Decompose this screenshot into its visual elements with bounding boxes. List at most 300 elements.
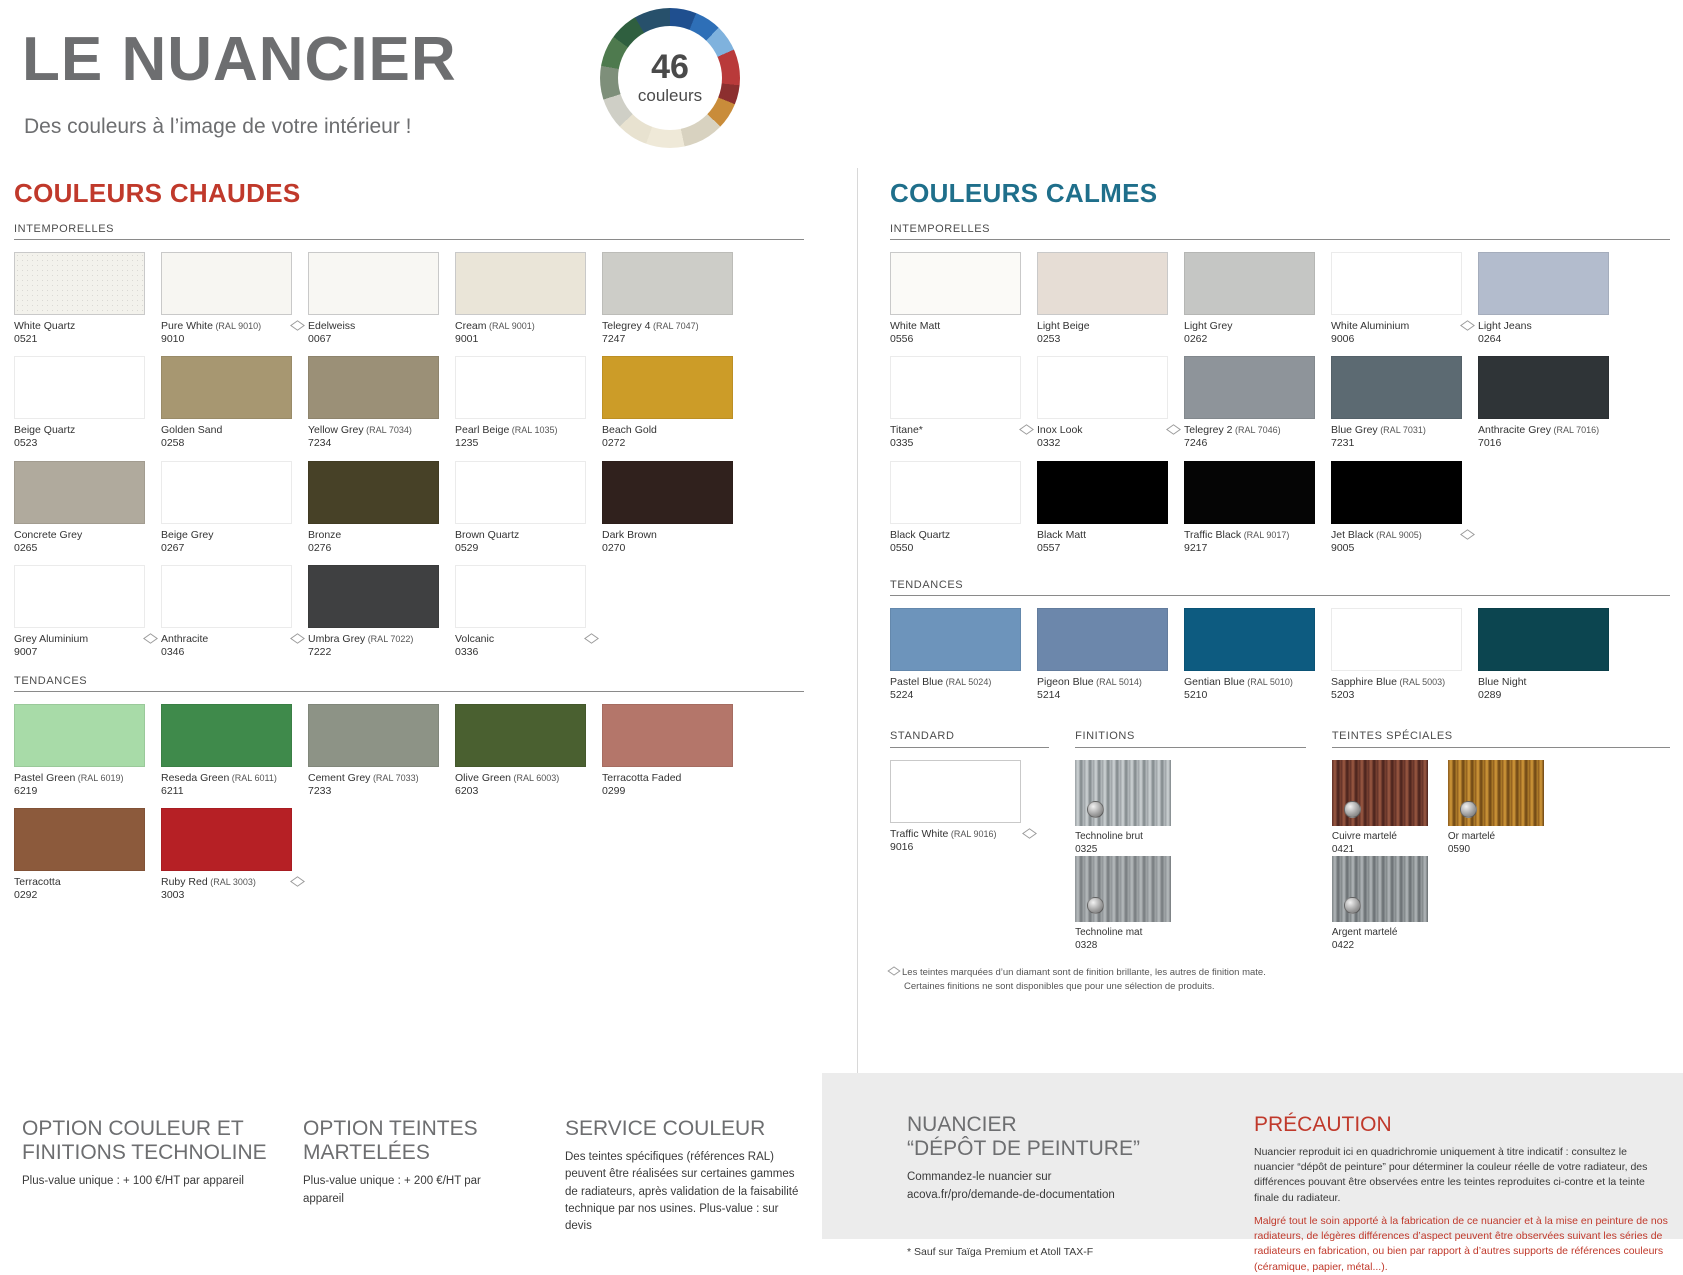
color-swatch xyxy=(602,252,749,346)
color-name xyxy=(1478,320,1625,333)
color-name-text: Yellow Grey xyxy=(308,424,364,437)
color-ral-reference: (RAL 6019) xyxy=(75,773,124,783)
color-name xyxy=(455,772,602,785)
finish-code: 0328 xyxy=(1075,939,1098,951)
calm-timeless-rule xyxy=(890,239,1670,240)
color-code: 9016 xyxy=(890,841,914,854)
color-chip xyxy=(1331,608,1462,671)
color-chip xyxy=(14,356,145,419)
color-chip xyxy=(890,461,1021,524)
color-code: 7247 xyxy=(602,333,626,346)
precaution-text-red: Malgré tout le soin apporté à la fabrication de ce nuancier et à la mise en peinture de nos radiateurs, de légères différences d’aspect peuvent être observées suivant les séries de radiateurs en fabrication, ou bien par rapport à d’autres supports de références couleurs (céramique, papier, métal...). xyxy=(1254,1214,1668,1273)
color-code: 0289 xyxy=(1478,688,1502,701)
color-swatch xyxy=(890,608,1037,702)
option-couleur-text: Plus-value unique : + 100 €/HT par appareil xyxy=(22,1175,244,1188)
gloss-diamond-icon xyxy=(1019,425,1034,435)
color-swatch xyxy=(455,252,602,346)
color-wheel-center xyxy=(618,26,722,130)
color-name-text: Pigeon Blue xyxy=(1037,675,1094,688)
badge-label: couleurs xyxy=(637,86,703,105)
color-name-text: Ruby Red xyxy=(161,876,208,889)
color-chip xyxy=(602,356,733,419)
color-chip xyxy=(1478,608,1609,671)
color-name-text: Pure White xyxy=(161,320,213,332)
color-swatch xyxy=(890,760,1040,854)
teintes-head: TEINTES SPÉCIALES xyxy=(1331,730,1453,742)
color-name xyxy=(602,424,749,437)
footer-left xyxy=(0,1085,822,1239)
finitions-rule xyxy=(1075,747,1306,748)
color-name xyxy=(14,876,161,889)
color-name xyxy=(14,529,161,542)
color-ral-reference: (RAL 7016) xyxy=(1550,425,1600,436)
color-swatch xyxy=(14,704,161,798)
color-code: 0550 xyxy=(890,541,914,554)
color-chip xyxy=(455,356,586,419)
color-name xyxy=(890,676,1037,689)
precaution-title: PRÉCAUTION xyxy=(1254,1113,1392,1136)
radiator-valve-icon xyxy=(1460,801,1477,818)
color-ral-reference: (RAL 9016) xyxy=(948,829,997,839)
color-chip xyxy=(161,252,292,315)
color-chip xyxy=(308,252,439,315)
color-swatch xyxy=(14,808,161,902)
color-swatch xyxy=(308,252,455,346)
color-code: 7246 xyxy=(1184,437,1208,450)
color-name xyxy=(1184,529,1331,542)
color-name-text: Volcanic xyxy=(455,632,495,645)
color-name xyxy=(890,529,1037,542)
color-swatch xyxy=(1184,252,1331,346)
color-ral-reference: (RAL 9017) xyxy=(1241,529,1290,540)
color-name-text: Cream xyxy=(455,320,487,332)
color-code: 9005 xyxy=(1331,541,1355,554)
color-name-text: Terracotta Faded xyxy=(602,772,682,784)
color-code: 7016 xyxy=(1478,437,1502,450)
color-swatch xyxy=(602,704,749,798)
color-swatch xyxy=(602,461,749,555)
color-code: 0264 xyxy=(1478,333,1502,346)
color-name xyxy=(1037,424,1184,437)
gloss-diamond-icon xyxy=(1166,425,1181,435)
color-swatch xyxy=(161,461,308,555)
color-chip xyxy=(161,565,292,628)
color-swatch xyxy=(1184,356,1331,450)
color-code: 9217 xyxy=(1184,541,1208,554)
standard-head: STANDARD xyxy=(890,730,955,742)
color-name xyxy=(890,320,1037,333)
finitions-items xyxy=(1075,760,1306,952)
color-name-text: Edelweiss xyxy=(308,320,356,332)
gloss-diamond-icon xyxy=(290,320,305,330)
color-name-text: Light Grey xyxy=(1184,320,1233,332)
footnote-line-1: Les teintes marquées d’un diamant sont de finition brillante, les autres de finition mate. xyxy=(902,967,1266,978)
color-chip xyxy=(14,808,145,871)
precaution-text-dark: Nuancier reproduit ici en quadrichromie uniquement à titre indicatif : consultez le nuancier “dépôt de peinture” pour déterminer la couleur réelle de votre radiateur, des différences pouvant être observées entre les teintes reproduites ci-contre et la teinte finale du radiateur. xyxy=(1254,1146,1648,1204)
color-code: 9001 xyxy=(455,333,479,346)
page-header xyxy=(0,0,1683,160)
finishes-row xyxy=(890,730,1670,952)
color-swatch xyxy=(308,565,455,659)
color-code: 0335 xyxy=(890,437,914,450)
finish-code: 0325 xyxy=(1075,843,1098,855)
color-chip xyxy=(14,461,145,524)
color-code: 5210 xyxy=(1184,688,1208,701)
color-swatch xyxy=(161,252,308,346)
radiator-finish-image xyxy=(1448,760,1544,826)
color-ral-reference: (RAL 7022) xyxy=(365,633,414,644)
color-ral-reference: (RAL 9010) xyxy=(212,321,262,331)
color-code: 0267 xyxy=(161,541,185,554)
color-swatch xyxy=(1037,356,1184,450)
color-name xyxy=(1478,676,1625,689)
color-name-text: Blue Grey xyxy=(1331,424,1378,437)
service-couleur-text: Des teintes spécifiques (références RAL) peuvent être réalisées sur certaines gammes de radiateurs, après validation de la faisabilité technique par nos usines. Plus-value : sur devis xyxy=(565,1151,799,1233)
color-name-text: Cement Grey xyxy=(308,772,371,784)
nuancier-text-line1: Commandez-le nuancier sur xyxy=(907,1171,1052,1184)
warm-trends-rule xyxy=(14,691,804,692)
radiator-valve-icon xyxy=(1087,801,1104,818)
option-teintes-text: Plus-value unique : + 200 €/HT par appareil xyxy=(303,1175,481,1205)
color-swatch xyxy=(14,356,161,450)
color-swatch xyxy=(308,704,455,798)
color-chip xyxy=(1037,461,1168,524)
color-ral-reference: (RAL 7047) xyxy=(650,321,699,331)
color-swatch xyxy=(455,565,602,659)
color-ral-reference: (RAL 6003) xyxy=(511,773,560,783)
color-name xyxy=(1037,529,1184,542)
color-name xyxy=(1331,676,1478,689)
color-code: 7231 xyxy=(1331,437,1355,450)
finish-item xyxy=(1448,760,1552,856)
finish-name: Technoline brut xyxy=(1075,831,1143,842)
page-subtitle: Des couleurs à l’image de votre intérieur ! xyxy=(24,115,412,138)
color-name xyxy=(161,424,308,437)
color-swatch xyxy=(1184,461,1331,555)
warm-timeless-grid xyxy=(14,252,804,669)
color-chip xyxy=(1331,461,1462,524)
color-ral-reference: (RAL 1035) xyxy=(509,425,558,436)
finish-name: Cuivre martelé xyxy=(1331,831,1397,842)
color-swatch xyxy=(890,252,1037,346)
color-chip xyxy=(14,704,145,767)
finish-item xyxy=(1075,760,1179,856)
option-couleur-title: OPTION COULEUR ET FINITIONS TECHNOLINE xyxy=(22,1117,267,1165)
warm-timeless-rule xyxy=(14,239,804,240)
color-name-text: Terracotta xyxy=(14,876,61,889)
warm-section-title: COULEURS CHAUDES xyxy=(14,178,301,208)
color-code: 7233 xyxy=(308,785,332,798)
finish-item xyxy=(1075,856,1179,952)
color-name-text: Light Jeans xyxy=(1478,320,1532,332)
color-name xyxy=(890,828,1040,841)
color-swatch xyxy=(161,808,308,902)
footer-right xyxy=(822,1073,1683,1273)
color-swatch xyxy=(890,356,1037,450)
color-name-text: Umbra Grey xyxy=(308,632,366,645)
color-name xyxy=(161,876,308,889)
color-swatch xyxy=(14,461,161,555)
radiator-valve-icon xyxy=(1344,897,1361,914)
color-name-text: Black Quartz xyxy=(890,528,951,541)
color-chip xyxy=(602,252,733,315)
finish-code: 0421 xyxy=(1331,843,1355,855)
color-code: 6203 xyxy=(455,785,479,798)
color-swatch xyxy=(1037,608,1184,702)
color-wheel-badge xyxy=(600,8,750,148)
color-name-text: Beach Gold xyxy=(602,424,657,437)
color-code: 6219 xyxy=(14,785,38,798)
color-chip xyxy=(890,760,1021,823)
color-chip xyxy=(308,565,439,628)
option-couleur-block xyxy=(22,1117,272,1191)
color-name xyxy=(602,529,749,542)
color-ral-reference: (RAL 5010) xyxy=(1244,676,1293,687)
color-chip xyxy=(1331,356,1462,419)
color-name xyxy=(455,320,602,333)
color-code: 0270 xyxy=(602,541,626,554)
calm-timeless-grid xyxy=(890,252,1670,565)
color-code: 0336 xyxy=(455,645,479,658)
color-code: 0262 xyxy=(1184,333,1208,346)
color-chip xyxy=(890,608,1021,671)
color-code: 0292 xyxy=(14,889,38,902)
color-name xyxy=(308,529,455,542)
radiator-finish-image xyxy=(1075,760,1171,826)
calm-colors-column xyxy=(890,178,1670,995)
color-chip xyxy=(1037,252,1168,315)
finitions-head: FINITIONS xyxy=(1075,730,1135,742)
color-swatch xyxy=(455,704,602,798)
color-name xyxy=(308,633,455,646)
color-code: 0276 xyxy=(308,541,332,554)
color-chip xyxy=(455,461,586,524)
color-name-text: Jet Black xyxy=(1331,528,1374,541)
color-code: 0346 xyxy=(161,645,185,658)
color-code: 5214 xyxy=(1037,688,1061,701)
color-name-text: Pastel Green xyxy=(14,772,76,784)
color-swatch xyxy=(890,461,1037,555)
color-code: 9006 xyxy=(1331,333,1355,346)
color-swatch xyxy=(1478,356,1625,450)
diamond-icon xyxy=(887,966,900,975)
color-swatch xyxy=(1478,252,1625,346)
finish-name: Or martelé xyxy=(1447,831,1496,842)
footnote-line-2: Certaines finitions ne sont disponibles que pour une sélection de produits. xyxy=(904,981,1215,993)
color-code: 5203 xyxy=(1331,688,1355,701)
color-chip xyxy=(890,252,1021,315)
finish-name: Technoline mat xyxy=(1075,927,1143,938)
precaution-block xyxy=(1254,1113,1669,1275)
color-swatch xyxy=(1184,608,1331,702)
calm-timeless-label: INTEMPORELLES xyxy=(890,223,991,235)
color-swatch xyxy=(1037,461,1184,555)
color-chip xyxy=(602,461,733,524)
color-name xyxy=(1478,424,1625,437)
calm-trends-label: TENDANCES xyxy=(890,578,964,591)
color-code: 3003 xyxy=(161,889,185,902)
color-name-text: Inox Look xyxy=(1037,424,1083,437)
color-code: 9010 xyxy=(161,333,185,346)
color-chip xyxy=(14,565,145,628)
color-name xyxy=(161,529,308,542)
radiator-finish-image xyxy=(1332,856,1428,922)
color-name-text: Traffic White xyxy=(890,828,949,840)
color-name-text: Bronze xyxy=(308,528,342,541)
color-chip xyxy=(161,808,292,871)
nuancier-title-line1: NUANCIER xyxy=(907,1113,1017,1136)
nuancier-block xyxy=(907,1113,1197,1260)
color-name xyxy=(1331,529,1478,542)
finish-item xyxy=(1332,760,1436,856)
finish-code: 0422 xyxy=(1331,939,1355,951)
color-ral-reference: (RAL 9001) xyxy=(486,321,535,331)
finitions-block xyxy=(1075,730,1306,952)
color-swatch xyxy=(161,704,308,798)
radiator-finish-image xyxy=(1332,760,1428,826)
color-swatch xyxy=(1037,252,1184,346)
color-name-text: Blue Night xyxy=(1478,675,1527,688)
color-name xyxy=(1184,424,1331,437)
color-ral-reference: (RAL 6011) xyxy=(229,773,277,783)
color-name xyxy=(890,424,1037,437)
color-chip xyxy=(308,704,439,767)
radiator-finish-image xyxy=(1075,856,1171,922)
color-name-text: Sapphire Blue xyxy=(1331,675,1397,688)
color-name-text: Beige Grey xyxy=(161,528,214,541)
gloss-diamond-icon xyxy=(1460,529,1475,539)
color-name-text: Olive Green xyxy=(455,772,512,784)
color-code: 5224 xyxy=(890,688,914,701)
warm-trends-grid xyxy=(14,704,804,913)
color-code: 9007 xyxy=(14,645,38,658)
color-swatch xyxy=(455,461,602,555)
warm-timeless-label: INTEMPORELLES xyxy=(14,223,115,235)
color-name xyxy=(455,424,602,437)
color-name xyxy=(161,633,308,646)
gloss-diamond-icon xyxy=(290,633,305,643)
color-code: 0523 xyxy=(14,437,38,450)
color-swatch xyxy=(14,565,161,659)
service-couleur-block xyxy=(565,1117,800,1235)
gloss-diamond-icon xyxy=(290,877,305,887)
color-code: 0556 xyxy=(890,333,914,346)
color-name-text: Anthracite xyxy=(161,632,209,645)
color-name-text: White Matt xyxy=(890,320,941,332)
color-chip xyxy=(161,356,292,419)
color-name xyxy=(1037,676,1184,689)
color-chip xyxy=(1184,608,1315,671)
color-name-text: Telegrey 2 xyxy=(1184,424,1233,437)
color-swatch xyxy=(1331,461,1478,555)
color-name xyxy=(161,772,308,785)
color-name xyxy=(602,772,749,785)
calm-trends-rule xyxy=(890,595,1670,596)
color-swatch xyxy=(308,461,455,555)
color-swatch xyxy=(1478,608,1625,702)
color-chip xyxy=(455,565,586,628)
color-name xyxy=(1184,676,1331,689)
color-ral-reference: (RAL 3003) xyxy=(207,877,256,888)
color-code: 0272 xyxy=(602,437,626,450)
color-chip xyxy=(1184,252,1315,315)
badge-number: 46 xyxy=(651,48,689,86)
color-code: 1235 xyxy=(455,437,479,450)
color-name-text: Beige Quartz xyxy=(14,424,76,437)
color-name xyxy=(308,772,455,785)
color-code: 0521 xyxy=(14,333,38,346)
color-code: 0529 xyxy=(455,541,479,554)
column-divider xyxy=(857,168,858,1073)
color-ral-reference: (RAL 5014) xyxy=(1093,676,1142,687)
color-name xyxy=(14,424,161,437)
color-name xyxy=(14,772,161,785)
page-title: LE NUANCIER xyxy=(22,25,457,94)
color-name-text: Gentian Blue xyxy=(1184,675,1245,688)
teintes-block xyxy=(1332,730,1670,952)
color-name-text: Anthracite Grey xyxy=(1478,424,1551,437)
warm-trends-label: TENDANCES xyxy=(14,675,88,687)
color-chip xyxy=(1331,252,1462,315)
color-name-text: Golden Sand xyxy=(161,424,223,437)
radiator-valve-icon xyxy=(1087,897,1104,914)
gloss-diamond-icon xyxy=(1460,320,1475,330)
color-name-text: Dark Brown xyxy=(602,528,657,541)
warm-colors-column xyxy=(14,178,804,913)
color-code: 0332 xyxy=(1037,437,1061,450)
color-name xyxy=(602,320,749,333)
color-name-text: Titane* xyxy=(890,424,923,437)
color-chip xyxy=(1478,356,1609,419)
color-chip xyxy=(1037,356,1168,419)
standard-block xyxy=(890,730,1049,952)
color-ral-reference: (RAL 9005) xyxy=(1373,529,1422,540)
teintes-items xyxy=(1332,760,1670,952)
calm-trends-grid xyxy=(890,608,1670,712)
gloss-diamond-icon xyxy=(1022,828,1037,838)
color-name-text: White Aluminium xyxy=(1331,320,1410,332)
color-ral-reference: (RAL 7046) xyxy=(1232,425,1281,436)
color-name xyxy=(1184,320,1331,333)
color-name-text: Concrete Grey xyxy=(14,528,83,541)
color-name-text: Grey Aluminium xyxy=(14,632,89,645)
color-name-text: Brown Quartz xyxy=(455,528,520,541)
nuancier-text-line2: acova.fr/pro/demande-de-documentation xyxy=(907,1188,1115,1201)
color-ral-reference: (RAL 5024) xyxy=(943,676,992,687)
color-ral-reference: (RAL 7034) xyxy=(363,425,412,436)
color-ral-reference: (RAL 7033) xyxy=(370,773,419,783)
standard-items xyxy=(890,760,1049,864)
color-chip xyxy=(1478,252,1609,315)
color-code: 7234 xyxy=(308,437,332,450)
color-code: 0265 xyxy=(14,541,38,554)
color-swatch xyxy=(455,356,602,450)
color-name xyxy=(1331,424,1478,437)
service-couleur-title: SERVICE COULEUR xyxy=(565,1117,766,1140)
finish-footnote xyxy=(890,966,1670,995)
color-chip xyxy=(1037,608,1168,671)
color-chip xyxy=(602,704,733,767)
color-code: 0253 xyxy=(1037,333,1061,346)
gloss-diamond-icon xyxy=(143,633,158,643)
option-teintes-block xyxy=(303,1117,523,1208)
color-chip xyxy=(308,356,439,419)
finish-code: 0590 xyxy=(1447,843,1471,855)
color-chip xyxy=(14,252,145,315)
color-chip xyxy=(161,704,292,767)
finish-item xyxy=(1332,856,1436,952)
color-chip xyxy=(308,461,439,524)
